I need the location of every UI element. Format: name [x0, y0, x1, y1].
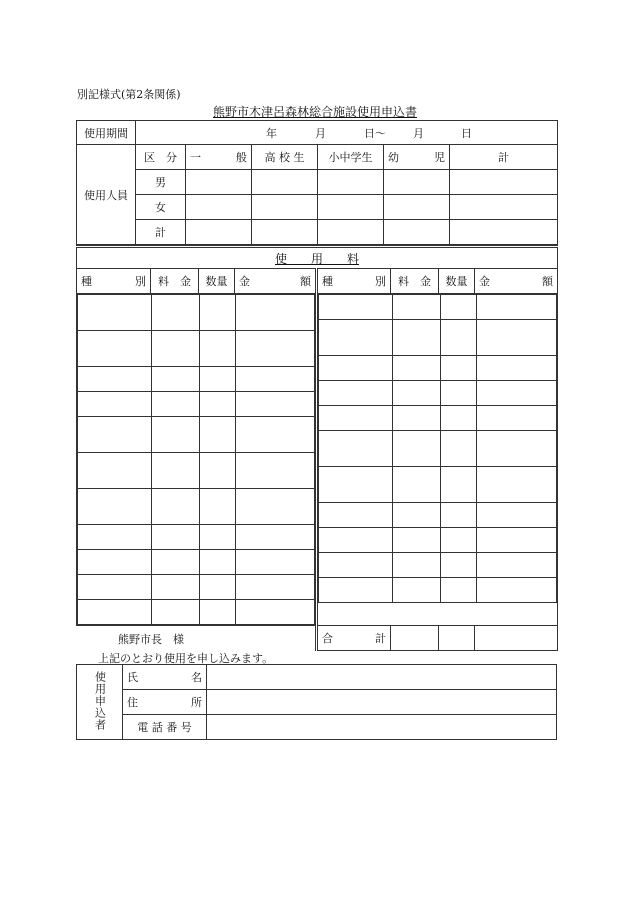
qty-header-right: 数量: [439, 269, 475, 294]
cell-input[interactable]: [318, 170, 384, 195]
fee-row: [78, 575, 315, 600]
fee-cell[interactable]: [78, 550, 152, 575]
form-label: 別記様式(第2条関係): [77, 88, 181, 101]
fee-cell[interactable]: [319, 578, 393, 603]
total-qty[interactable]: [439, 626, 475, 651]
fee-cell[interactable]: [441, 381, 477, 406]
fee-cell[interactable]: [393, 431, 441, 467]
addressee: 熊野市長 様: [118, 633, 184, 646]
fee-cell[interactable]: [477, 467, 557, 503]
cell-input[interactable]: [450, 195, 558, 220]
fee-cell[interactable]: [319, 406, 393, 431]
fee-cell[interactable]: [236, 550, 315, 575]
cell-input[interactable]: [252, 220, 318, 245]
fee-cell[interactable]: [441, 295, 477, 320]
fee-row: [319, 431, 557, 467]
fee-cell[interactable]: [236, 600, 315, 625]
fee-cell[interactable]: [477, 381, 557, 406]
fee-cell[interactable]: [236, 525, 315, 550]
cell-input[interactable]: [186, 195, 252, 220]
row-total: 計: [136, 220, 186, 245]
fee-cell[interactable]: [393, 406, 441, 431]
fee-cell[interactable]: [152, 417, 200, 453]
cell-input[interactable]: [450, 170, 558, 195]
fee-cell[interactable]: [319, 467, 393, 503]
fee-cell[interactable]: [393, 578, 441, 603]
fee-cell[interactable]: [236, 489, 315, 525]
fee-cell[interactable]: [319, 356, 393, 381]
fee-cell[interactable]: [152, 525, 200, 550]
name-field[interactable]: [207, 665, 557, 690]
cell-input[interactable]: [318, 220, 384, 245]
fee-cell[interactable]: [441, 578, 477, 603]
fee-cell[interactable]: [477, 528, 557, 553]
infant-header: 幼 児: [384, 145, 450, 170]
fee-cell[interactable]: [78, 575, 152, 600]
fee-cell[interactable]: [236, 392, 315, 417]
fee-left-blank: [77, 626, 317, 651]
fee-cell[interactable]: [78, 600, 152, 625]
fee-cell[interactable]: [78, 489, 152, 525]
fee-table: [76, 245, 558, 651]
fee-cell[interactable]: [200, 600, 236, 625]
day-from-label: 日～: [364, 126, 386, 140]
fee-cell[interactable]: [236, 417, 315, 453]
address-label: 住 所: [123, 690, 207, 715]
fee-cell[interactable]: [152, 575, 200, 600]
usage-table: [76, 120, 558, 245]
fee-cell[interactable]: [393, 381, 441, 406]
fee-cell[interactable]: [152, 392, 200, 417]
fee-cell[interactable]: [477, 553, 557, 578]
high-school-header: 高 校 生: [252, 145, 318, 170]
type-header: 種 別: [77, 269, 151, 294]
fee-row: [319, 295, 557, 320]
fee-cell[interactable]: [477, 503, 557, 528]
rate-header-right: 料 金: [391, 269, 439, 294]
fee-cell[interactable]: [200, 525, 236, 550]
fee-cell[interactable]: [319, 503, 393, 528]
fee-cell[interactable]: [236, 575, 315, 600]
qty-header: 数量: [199, 269, 235, 294]
statement: 上記のとおり使用を申し込みます。: [98, 652, 274, 665]
day2-label: 日: [461, 126, 472, 140]
phone-label: 電 話 番 号: [123, 715, 207, 740]
fee-cell[interactable]: [441, 528, 477, 553]
fee-cell[interactable]: [152, 489, 200, 525]
fee-row: [78, 453, 315, 489]
fee-title: 使 用 料: [77, 247, 558, 269]
cell-input[interactable]: [252, 170, 318, 195]
fee-row: [78, 295, 315, 331]
cell-input[interactable]: [450, 220, 558, 245]
fee-cell[interactable]: [393, 467, 441, 503]
name-label: 氏 名: [123, 665, 207, 690]
cell-input[interactable]: [318, 195, 384, 220]
fee-row: [78, 600, 315, 625]
people-label: 使用人員: [77, 145, 136, 245]
fee-cell[interactable]: [152, 550, 200, 575]
fee-cell[interactable]: [441, 356, 477, 381]
month2-label: 月: [413, 126, 424, 140]
fee-row: [319, 467, 557, 503]
fee-row: [319, 406, 557, 431]
page-title: 熊野市木津呂森林総合施設使用申込書: [212, 105, 417, 119]
row-female: 女: [136, 195, 186, 220]
fee-cell[interactable]: [393, 503, 441, 528]
fee-cell[interactable]: [200, 392, 236, 417]
fee-cell[interactable]: [393, 553, 441, 578]
fee-row: [319, 578, 557, 603]
amount-header-right: 金 額: [475, 269, 558, 294]
fee-cell[interactable]: [393, 356, 441, 381]
fee-row: [319, 381, 557, 406]
fee-cell[interactable]: [78, 392, 152, 417]
cell-input[interactable]: [186, 220, 252, 245]
fee-right-grid: [317, 294, 558, 626]
fee-cell[interactable]: [78, 417, 152, 453]
elementary-header: 小中学生: [318, 145, 384, 170]
fee-cell[interactable]: [200, 331, 236, 367]
applicant-table: [76, 664, 557, 740]
fee-cell[interactable]: [319, 431, 393, 467]
fee-row: [78, 489, 315, 525]
fee-cell[interactable]: [393, 295, 441, 320]
fee-cell[interactable]: [78, 367, 152, 392]
fee-row: [78, 367, 315, 392]
phone-field[interactable]: [207, 715, 557, 740]
fee-cell[interactable]: [152, 295, 200, 331]
fee-cell[interactable]: [78, 295, 152, 331]
fee-cell[interactable]: [477, 431, 557, 467]
cell-input[interactable]: [252, 195, 318, 220]
fee-cell[interactable]: [78, 453, 152, 489]
rate-header: 料 金: [151, 269, 199, 294]
cell-input[interactable]: [384, 195, 450, 220]
fee-cell[interactable]: [200, 417, 236, 453]
fee-row: [78, 550, 315, 575]
total-rate[interactable]: [391, 626, 439, 651]
fee-row: [319, 320, 557, 356]
fee-row: [319, 528, 557, 553]
fee-cell[interactable]: [152, 600, 200, 625]
fee-cell[interactable]: [441, 320, 477, 356]
fee-row: [319, 503, 557, 528]
fee-row: [78, 525, 315, 550]
fee-cell[interactable]: [78, 525, 152, 550]
fee-cell[interactable]: [200, 367, 236, 392]
fee-row: [78, 331, 315, 367]
fee-cell[interactable]: [477, 320, 557, 356]
fee-cell[interactable]: [78, 331, 152, 367]
fee-row: [78, 392, 315, 417]
cell-input[interactable]: [186, 170, 252, 195]
fee-cell[interactable]: [319, 381, 393, 406]
fee-cell[interactable]: [200, 550, 236, 575]
fee-row: [319, 553, 557, 578]
fee-cell[interactable]: [441, 503, 477, 528]
fee-cell[interactable]: [441, 553, 477, 578]
fee-row: [319, 356, 557, 381]
fee-cell[interactable]: [200, 453, 236, 489]
row-male: 男: [136, 170, 186, 195]
total-amount[interactable]: [475, 626, 558, 651]
fee-cell[interactable]: [200, 575, 236, 600]
fee-cell[interactable]: [236, 453, 315, 489]
fee-cell[interactable]: [152, 331, 200, 367]
amount-header: 金 額: [235, 269, 317, 294]
fee-cell[interactable]: [236, 367, 315, 392]
fee-cell[interactable]: [393, 528, 441, 553]
fee-cell[interactable]: [441, 406, 477, 431]
fee-cell[interactable]: [319, 295, 393, 320]
fee-cell[interactable]: [477, 578, 557, 603]
month-label: 月: [315, 126, 326, 140]
fee-cell[interactable]: [152, 367, 200, 392]
applicant-label: 使用申込者: [77, 665, 123, 740]
total-label: 合 計: [317, 626, 391, 651]
fee-cell[interactable]: [319, 553, 393, 578]
fee-cell[interactable]: [477, 406, 557, 431]
total-header: 計: [450, 145, 558, 170]
fee-cell[interactable]: [319, 528, 393, 553]
fee-cell[interactable]: [441, 431, 477, 467]
fee-cell[interactable]: [200, 489, 236, 525]
fee-cell[interactable]: [319, 320, 393, 356]
fee-left-grid: [77, 294, 317, 626]
period-field[interactable]: [136, 121, 558, 145]
year-label: 年: [266, 126, 277, 140]
address-field[interactable]: [207, 690, 557, 715]
general-header: 一 般: [186, 145, 252, 170]
cell-input[interactable]: [384, 170, 450, 195]
fee-cell[interactable]: [236, 331, 315, 367]
fee-row: [78, 417, 315, 453]
fee-cell[interactable]: [200, 295, 236, 331]
fee-cell[interactable]: [152, 453, 200, 489]
fee-cell[interactable]: [236, 295, 315, 331]
fee-cell[interactable]: [393, 320, 441, 356]
period-label: 使用期間: [77, 121, 136, 145]
fee-cell[interactable]: [477, 356, 557, 381]
fee-cell[interactable]: [477, 295, 557, 320]
type-header-right: 種 別: [317, 269, 391, 294]
category-header: 区 分: [136, 145, 186, 170]
fee-cell[interactable]: [441, 467, 477, 503]
cell-input[interactable]: [384, 220, 450, 245]
